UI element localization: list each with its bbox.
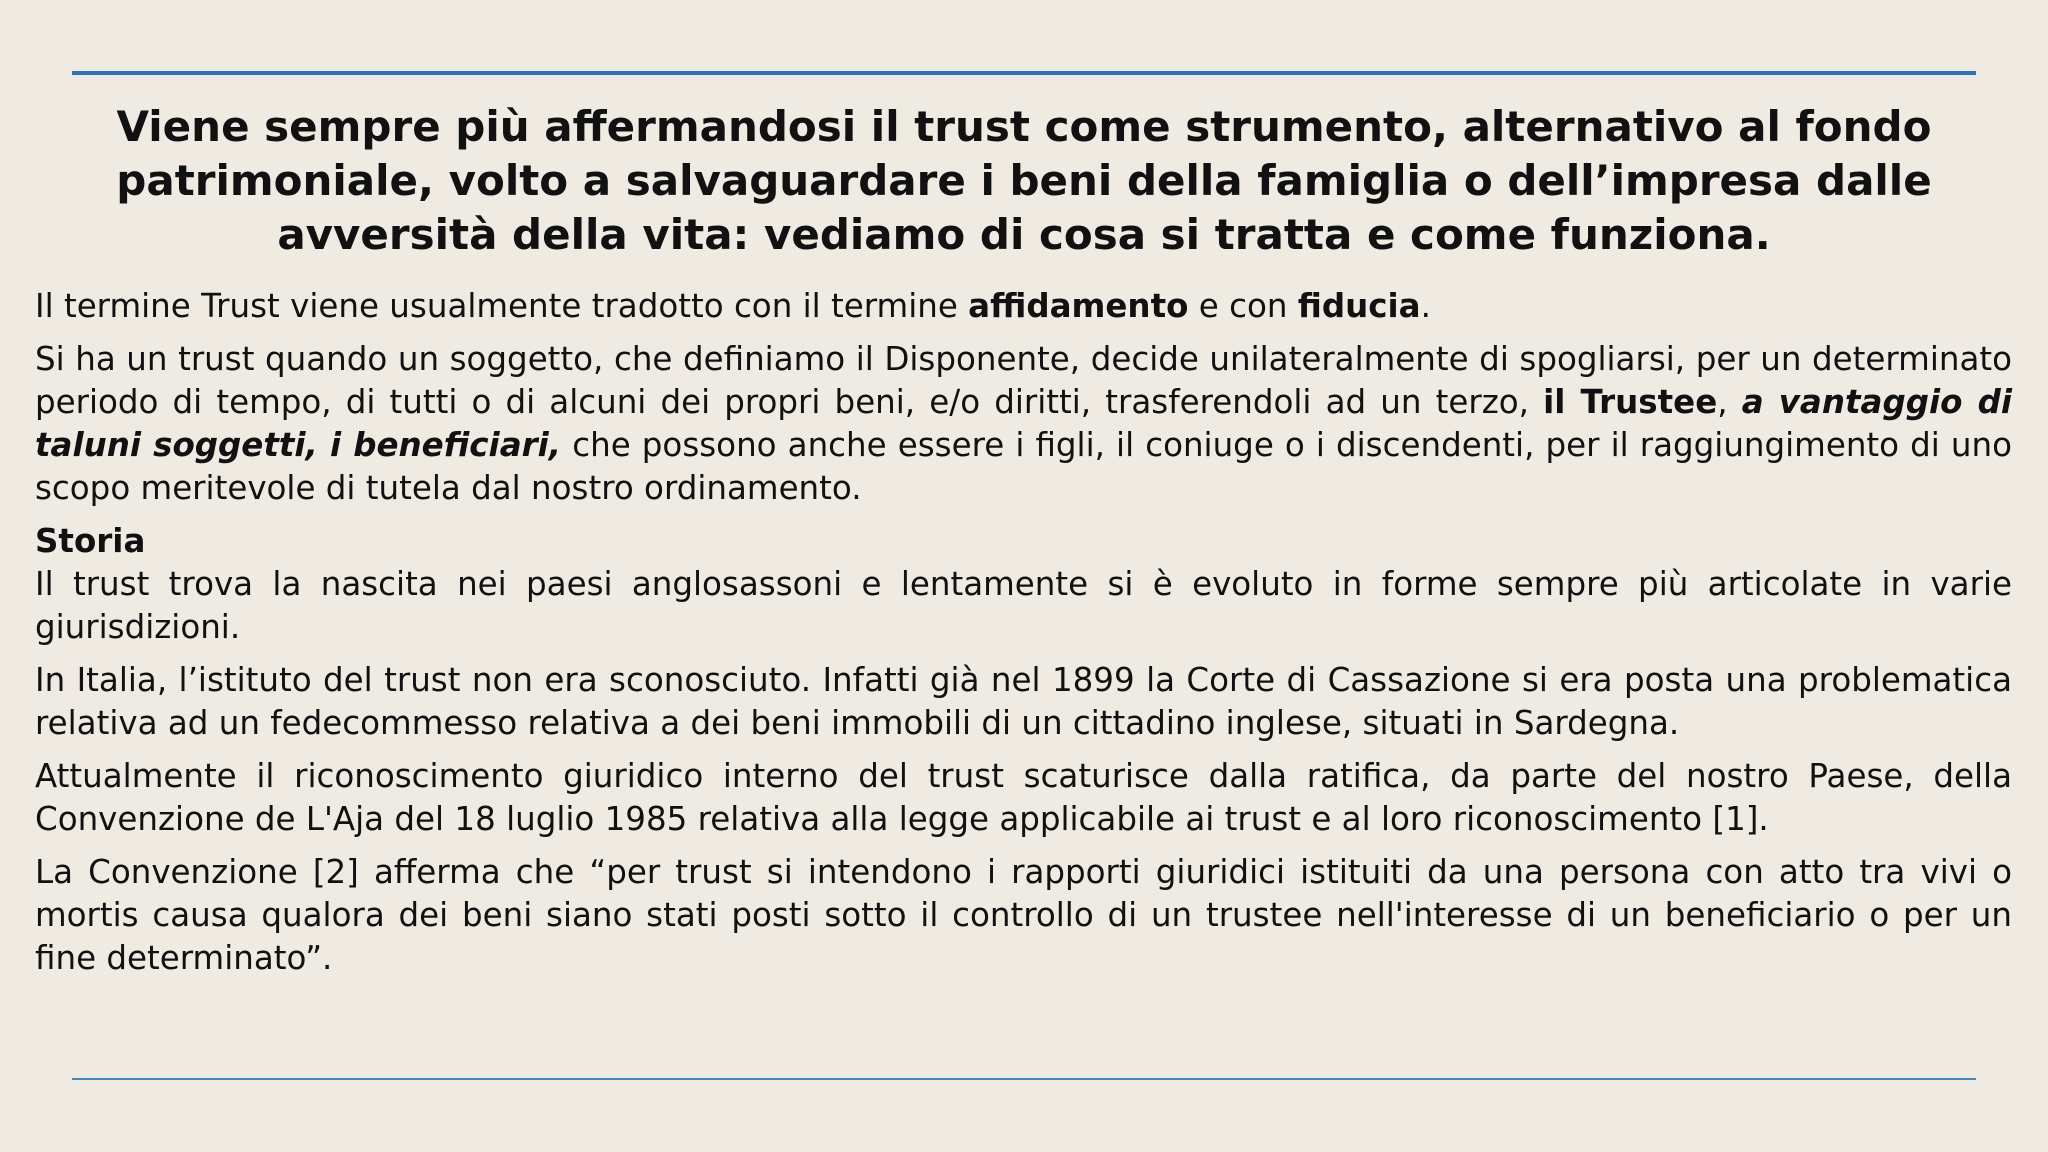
bold-term-affidamento: affidamento [968,287,1189,325]
top-divider [72,71,1976,75]
text-run: . [1420,287,1431,325]
text-run: , [1717,383,1742,421]
body-text [35,285,2012,990]
paragraph-trust-explanation [35,338,2012,510]
bold-term-trustee: il Trustee [1543,383,1718,421]
paragraph-history-origin: Il trust trova la nascita nei paesi anglosassoni e lentamente si è evoluto in forme sempre più articolate in varie giurisdizioni. [35,565,2012,646]
paragraph-history-italy: In Italia, l’istituto del trust non era sconosciuto. Infatti già nel 1899 la Corte di Cassazione si era posta una problematica relativa ad un fedecommesso relativa a dei beni immobili di un cittadino inglese, situati in Sardegna. [35,661,2012,742]
slide-title: Viene sempre più affermandosi il trust come strumento, alternativo al fondo patrimoniale, volto a salvaguardare i beni della famiglia o dell’impresa dalle avversità della vita: vediamo di cosa si tratta e come funziona. [116,102,1932,259]
text-run: che possono anche essere i figli, il coniuge o i discendenti, per il raggiungimento di uno scopo meritevole di tutela dal nostro ordinamento. [35,426,2012,507]
paragraph-convention-quote: La Convenzione [2] afferma che “per trust si intendono i rapporti giuridici istituiti da una persona con atto tra vivi o mortis causa qualora dei beni siano stati posti sotto il controllo di un trustee nell'interesse di un beneficiario o per un fine determinato”. [35,853,2012,977]
paragraph-definition [35,285,2012,328]
section-heading-storia: Storia [35,522,146,560]
paragraph-ratification: Attualmente il riconoscimento giuridico interno del trust scaturisce dalla ratifica, da parte del nostro Paese, della Convenzione de L'Aja del 18 luglio 1985 relativa alla legge applicabile ai trust e al loro riconoscimento [1]. [35,757,2012,838]
text-run: e con [1188,287,1298,325]
text-run: Si ha un trust quando un soggetto, che definiamo il Disponente, decide unilateralmente di spogliarsi, per un determinato periodo di tempo, di tutti o di alcuni dei propri beni, e/o diritti, trasferendoli ad un terzo, [35,340,2012,421]
text-run: Il termine Trust viene usualmente tradotto con il termine [35,287,969,325]
bold-italic-beneficiaries: a vantaggio di taluni soggetti, i beneficiari, [35,383,2012,464]
bold-term-fiducia: fiducia [1297,287,1421,325]
bottom-divider [72,1078,1976,1080]
